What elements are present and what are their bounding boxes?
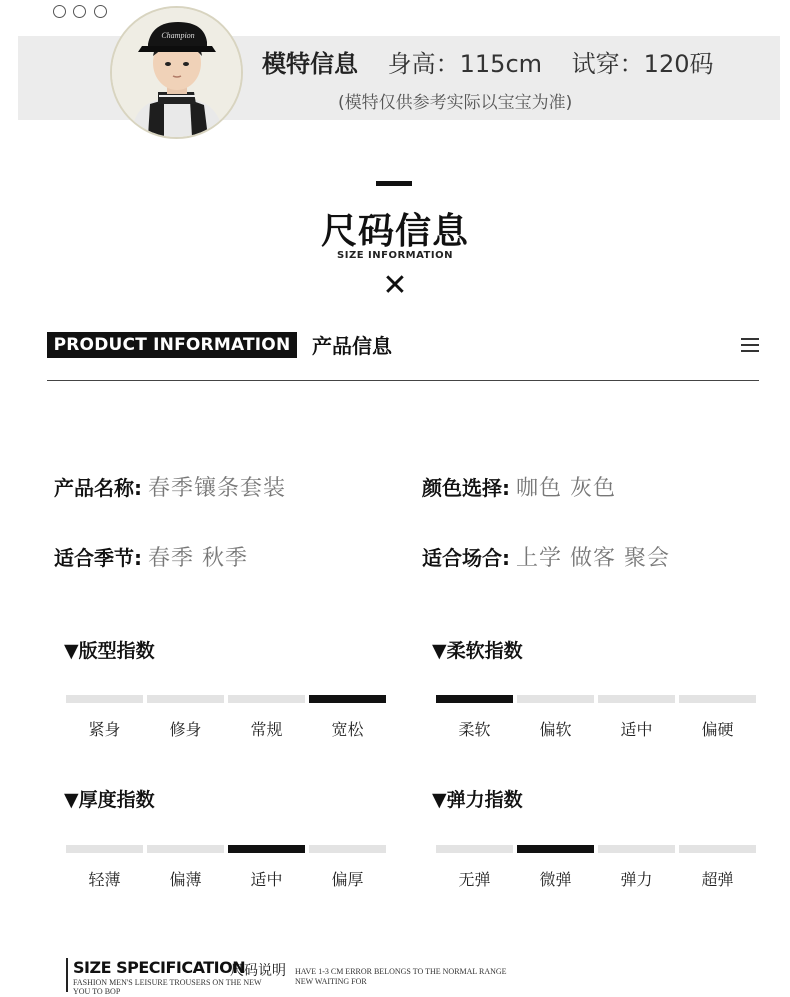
softness-segment-1 <box>517 695 594 703</box>
thickness-segment-3 <box>309 845 386 853</box>
model-info-line <box>262 44 713 79</box>
footer-text-2a: HAVE 1-3 CM ERROR BELONGS TO THE NORMAL RANGE <box>295 967 507 976</box>
thickness-option-label: 适中 <box>250 870 283 889</box>
color-value: 咖色 灰色 <box>516 476 616 501</box>
menu-icon[interactable] <box>741 338 759 352</box>
model-height: 身高：115cm <box>387 50 543 78</box>
elasticity-index-title: ▼弹力指数 <box>432 789 523 811</box>
fit-option-label: 常规 <box>250 720 283 739</box>
color-label: 颜色选择: <box>422 476 510 500</box>
fit-index-title: ▼版型指数 <box>64 640 155 662</box>
svg-text:Champion: Champion <box>161 31 195 40</box>
season-value: 春季 秋季 <box>148 546 248 571</box>
thickness-option-label: 偏厚 <box>331 870 364 889</box>
color-row <box>422 473 616 504</box>
product-name-value: 春季镶条套装 <box>148 476 287 501</box>
season-label: 适合季节: <box>54 546 142 570</box>
fit-option-label: 紧身 <box>88 720 121 739</box>
fit-segment-3 <box>309 695 386 703</box>
model-label: 模特信息 <box>262 50 358 78</box>
fit-segment-2 <box>228 695 305 703</box>
softness-segment-2 <box>598 695 675 703</box>
softness-option-label: 偏硬 <box>701 720 734 739</box>
heading-dash <box>376 181 412 186</box>
close-mark-icon: ✕ <box>382 268 408 303</box>
softness-option-label: 柔软 <box>458 720 491 739</box>
section-subtitle: SIZE INFORMATION <box>337 250 453 261</box>
thickness-option-label: 偏薄 <box>169 870 202 889</box>
fit-segment-1 <box>147 695 224 703</box>
occasion-label: 适合场合: <box>422 546 510 570</box>
product-name-label: 产品名称: <box>54 476 142 500</box>
softness-option-label: 偏软 <box>539 720 572 739</box>
model-avatar <box>110 6 243 139</box>
softness-segment-3 <box>679 695 756 703</box>
fit-option-label: 修身 <box>169 720 202 739</box>
elasticity-option-label: 无弹 <box>458 870 491 889</box>
softness-segment-0 <box>436 695 513 703</box>
thickness-index-title: ▼厚度指数 <box>64 789 155 811</box>
softness-option-label: 适中 <box>620 720 653 739</box>
product-info-heading-en: PRODUCT INFORMATION <box>47 332 297 358</box>
elasticity-option-label: 弹力 <box>620 870 653 889</box>
model-trial-size: 试穿：120码 <box>571 50 714 78</box>
footer-text-1b: YOU TO BOP <box>73 987 121 996</box>
fit-segment-0 <box>66 695 143 703</box>
elasticity-option-label: 微弹 <box>539 870 572 889</box>
elasticity-segment-2 <box>598 845 675 853</box>
thickness-segment-1 <box>147 845 224 853</box>
softness-index-title: ▼柔软指数 <box>432 640 523 662</box>
window-dot-3[interactable] <box>94 5 107 18</box>
divider <box>47 380 759 381</box>
product-name-row <box>54 473 286 504</box>
footer-title-cn: 尺码说明 <box>230 963 286 979</box>
occasion-row <box>422 543 670 574</box>
elasticity-segment-1 <box>517 845 594 853</box>
thickness-segment-2 <box>228 845 305 853</box>
footer-title: SIZE SPECIFICATION <box>73 958 246 977</box>
season-row <box>54 543 248 574</box>
model-photo-illustration <box>112 8 241 137</box>
footer-accent-bar <box>66 958 68 992</box>
fit-option-label: 宽松 <box>331 720 364 739</box>
elasticity-option-label: 超弹 <box>701 870 734 889</box>
model-note: (模特仅供参考实际以宝宝为准) <box>338 93 573 113</box>
footer-text-2b: NEW WAITING FOR <box>295 977 367 986</box>
occasion-value: 上学 做客 聚会 <box>516 546 670 571</box>
elasticity-segment-0 <box>436 845 513 853</box>
section-title: 尺码信息 <box>320 211 469 252</box>
product-info-heading-cn: 产品信息 <box>312 334 392 358</box>
elasticity-segment-3 <box>679 845 756 853</box>
footer-text-1a: FASHION MEN'S LEISURE TROUSERS ON THE NEW <box>73 978 262 987</box>
thickness-option-label: 轻薄 <box>88 870 121 889</box>
window-dot-1[interactable] <box>53 5 66 18</box>
window-dot-2[interactable] <box>73 5 86 18</box>
thickness-segment-0 <box>66 845 143 853</box>
